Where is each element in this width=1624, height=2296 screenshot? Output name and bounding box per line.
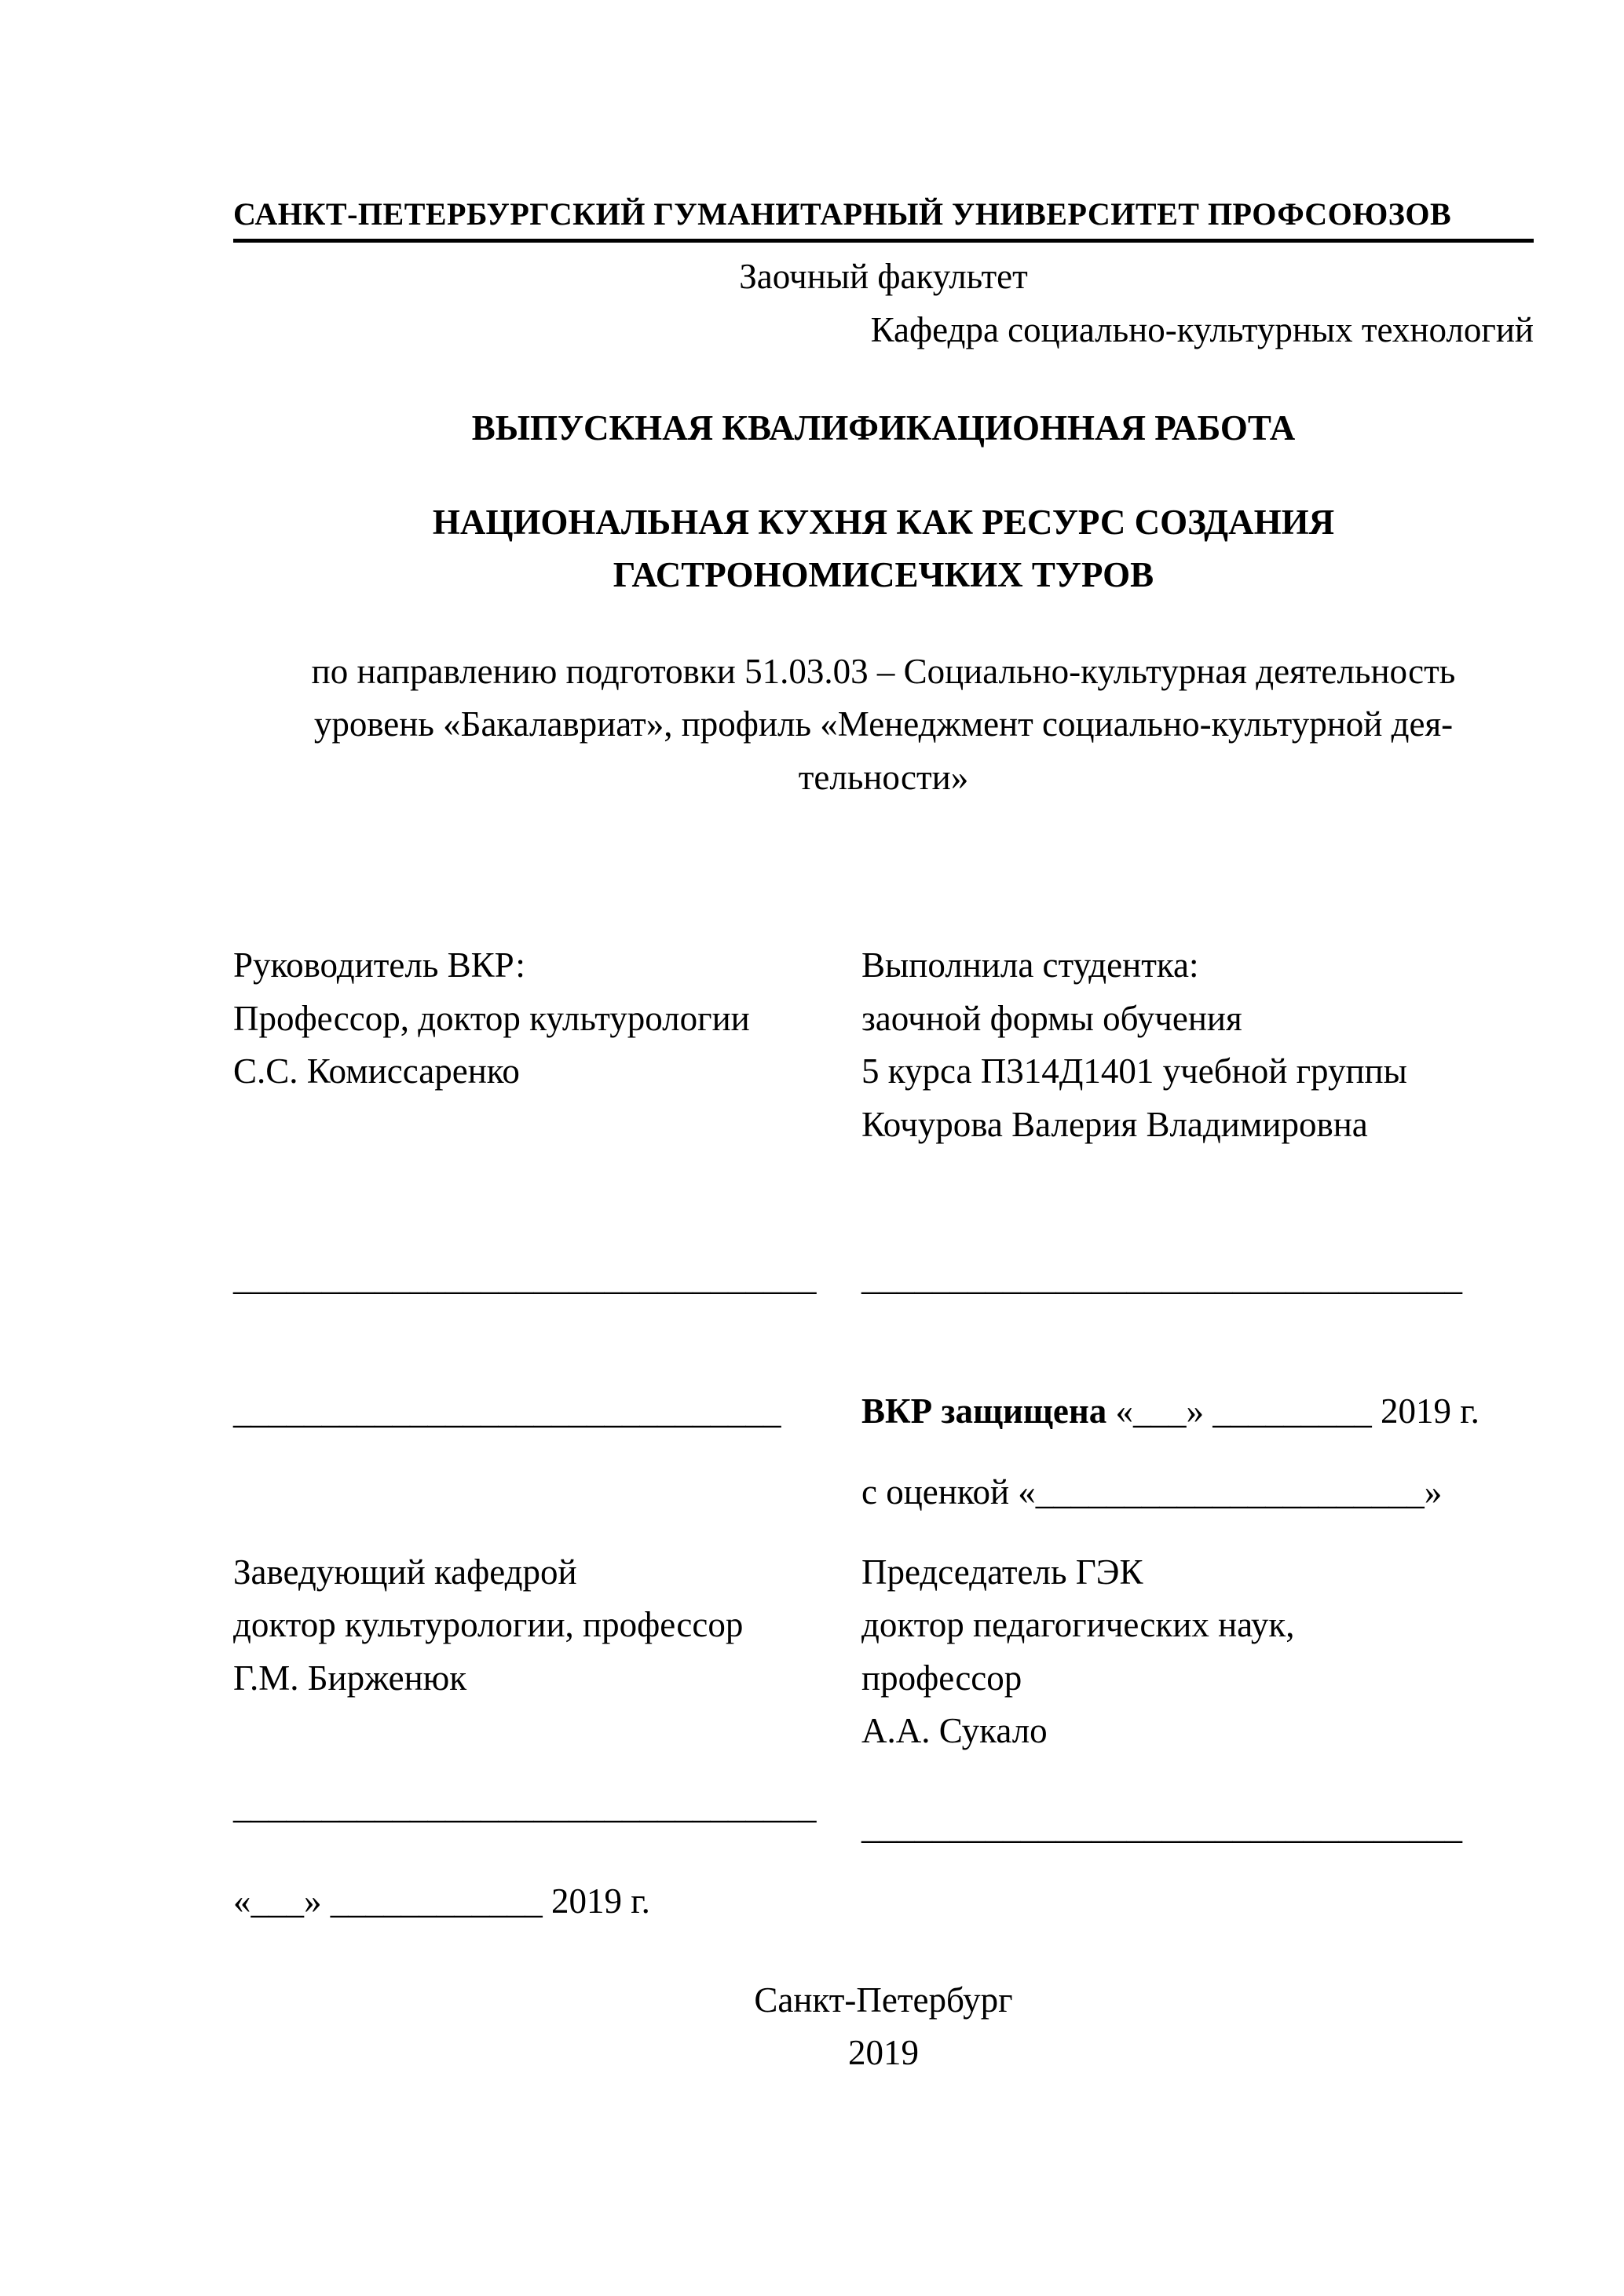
student-group: 5 курса П314Д1401 учебной группы [861,1051,1407,1091]
chairman-title: Председатель ГЭК [861,1552,1143,1592]
grade-row [233,1466,1534,1519]
head-of-department-block [233,1546,861,1758]
student-name: Кочурова Валерия Владимировна [861,1104,1368,1144]
student-study-form: заочной формы обучения [861,998,1242,1038]
thesis-title-line2: ГАСТРОНОМИСЕЧКИХ ТУРОВ [613,555,1154,594]
supervisor-block [233,939,861,1151]
program-line1: по направлению подготовки 51.03.03 – Социально-культурная деятельность [311,651,1456,691]
signature-row-1 [233,1252,1534,1305]
supervisor-label: Руководитель ВКР: [233,945,525,985]
supervisor-signature-line: _________________________________ [233,1258,817,1297]
city-block [233,1974,1534,2080]
date-line: «___» ____________ 2019 г. [233,1881,650,1921]
head-of-department-signature-line: _________________________________ [233,1786,817,1826]
chairman-degree: доктор педагогических наук, [861,1605,1295,1644]
university-name: САНКТ-ПЕТЕРБУРГСКИЙ ГУМАНИТАРНЫЙ УНИВЕРСИТЕТ ПРОФСОЮЗОВ [233,196,1452,232]
program-info [233,645,1534,805]
program-line3: тельности» [798,757,969,797]
chairman-rank: профессор [861,1658,1022,1698]
supervisor-degree: Профессор, доктор культурологии [233,998,750,1038]
student-block [861,939,1534,1151]
signature-row-2 [233,1385,1534,1439]
defense-line [861,1385,1534,1439]
chairman-name: А.А. Сукало [861,1711,1048,1750]
program-line2: уровень «Бакалавриат», профиль «Менеджмент социально-культурной дея- [313,704,1454,744]
officials-row [233,1546,1534,1758]
defense-label: ВКР защищена [861,1391,1107,1431]
thesis-title-line1: НАЦИОНАЛЬНАЯ КУХНЯ КАК РЕСУРС СОЗДАНИЯ [432,502,1335,542]
work-type-heading: ВЫПУСКНАЯ КВАЛИФИКАЦИОННАЯ РАБОТА [471,408,1296,448]
university-header [233,195,1534,243]
chairman-block [861,1546,1534,1758]
thesis-title [233,496,1534,602]
chairman-signature-line: __________________________________ [861,1806,1462,1846]
student-label: Выполнила студентка: [861,945,1199,985]
faculty-name: Заочный факультет [739,257,1028,296]
defense-date-blanks: «___» _________ 2019 г. [1106,1391,1480,1431]
head-of-department-degree: доктор культурологии, профессор [233,1605,744,1644]
student-signature-line: __________________________________ [861,1258,1462,1297]
supervisor-name: С.С. Комиссаренко [233,1051,520,1091]
department-name: Кафедра социально-культурных технологий [870,309,1534,349]
year: 2019 [848,2033,919,2072]
grade-line: с оценкой «______________________» [861,1472,1443,1512]
head-of-department-title: Заведующий кафедрой [233,1552,577,1592]
head-of-department-name: Г.М. Бирженюк [233,1658,467,1698]
signature-row-3 [233,1780,1534,1854]
signature-line-2: _______________________________ [233,1391,781,1431]
roles-row [233,939,1534,1151]
city: Санкт-Петербург [754,1980,1013,2020]
